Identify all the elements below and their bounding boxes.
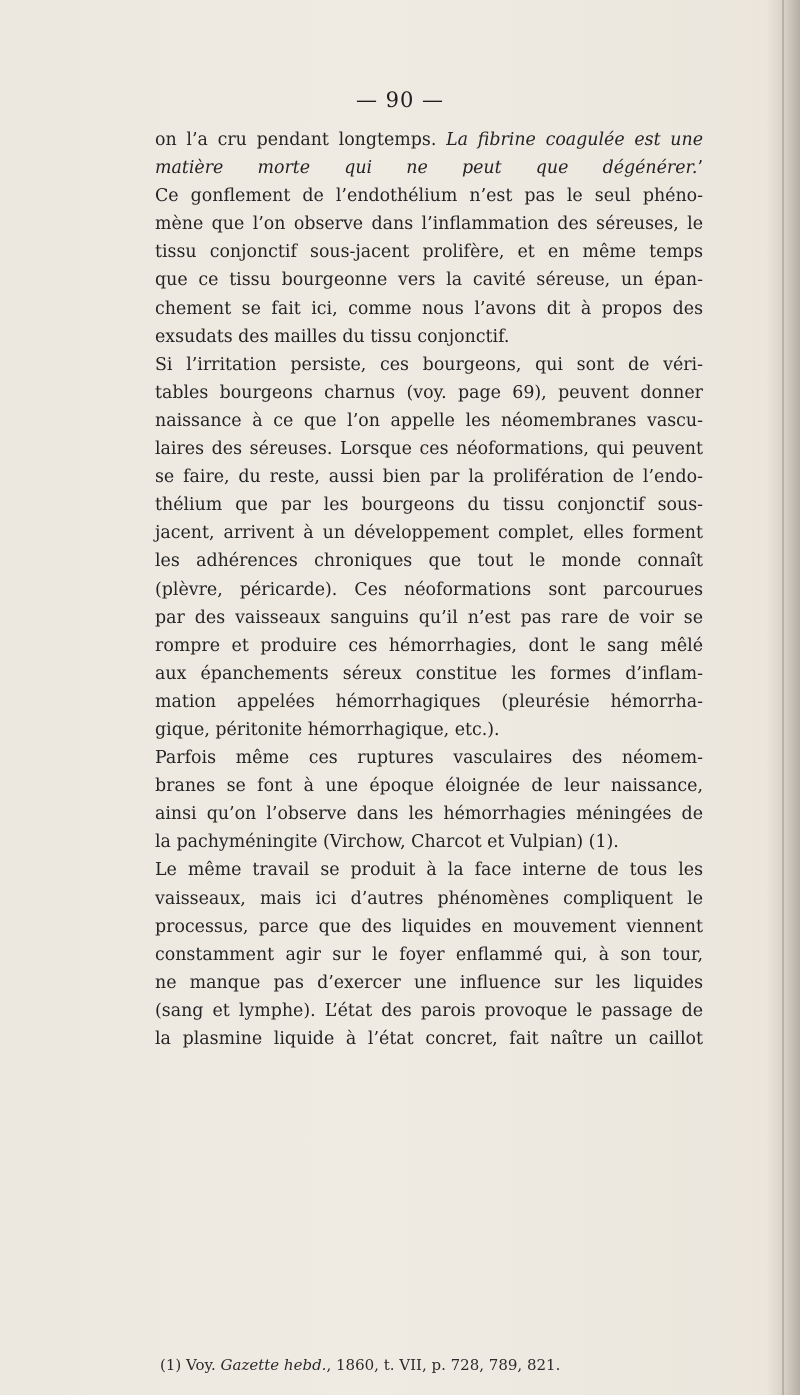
text-line: [155, 856, 703, 884]
text-run: aux épanchements séreux constitue les formes d’inflam-: [155, 663, 703, 684]
italic-run: La fibrine coagulée est une: [446, 130, 703, 150]
text-line: [155, 238, 703, 266]
text-run: naissance à ce que l’on appelle les néomembranes vascu-: [155, 410, 703, 431]
text-line: [155, 800, 703, 828]
text-line: [155, 772, 703, 800]
text-line: [155, 407, 703, 435]
text-run: (sang et lymphe). L’état des parois provoque le passage de: [155, 1000, 703, 1021]
text-line: [155, 716, 703, 744]
body-text: [155, 126, 703, 1053]
text-line: [155, 295, 703, 323]
footnote-reference: , 1860, t. VII, p. 728, 789, 821.: [326, 1356, 561, 1374]
text-line: [155, 463, 703, 491]
text-run: mène que l’on observe dans l’inflammation des séreuses, le: [155, 214, 703, 235]
text-run: la pachyméningite (Virchow, Charcot et Vulpian) (1).: [155, 832, 619, 853]
text-run: mation appelées hémorrhagiques (pleurésie hémorrha-: [155, 691, 703, 712]
text-run: branes se font à une époque éloignée de leur naissance,: [155, 776, 703, 797]
text-run: constamment agir sur le foyer enflammé qui, à son tour,: [155, 944, 703, 965]
text-line: [155, 379, 703, 407]
text-line: [155, 266, 703, 294]
text-run: que ce tissu bourgeonne vers la cavité séreuse, un épan-: [155, 270, 703, 291]
text-line: [155, 913, 703, 941]
page-number: — 90 —: [355, 88, 445, 112]
text-line: [155, 828, 703, 856]
text-line: [155, 744, 703, 772]
text-run: Parfois même ces ruptures vasculaires des néomem-: [155, 748, 703, 769]
text-line: [155, 547, 703, 575]
text-run: ’: [697, 158, 703, 179]
text-line: [155, 997, 703, 1025]
text-run: laires des séreuses. Lorsque ces néoformations, qui peuvent: [155, 439, 703, 460]
footnote-journal: Gazette hebd.: [220, 1356, 327, 1374]
text-line: [155, 491, 703, 519]
text-line: [155, 604, 703, 632]
text-run: vaisseaux, mais ici d’autres phénomènes compliquent le: [155, 888, 703, 909]
text-line: [155, 660, 703, 688]
text-run: processus, parce que des liquides en mouvement viennent: [155, 916, 703, 937]
text-line: [155, 941, 703, 969]
text-line: [155, 969, 703, 997]
text-line: [155, 688, 703, 716]
text-run: ainsi qu’on l’observe dans les hémorrhagies méningées de: [155, 804, 703, 825]
text-line: [155, 351, 703, 379]
text-line: [155, 632, 703, 660]
text-line: [155, 1025, 703, 1053]
text-run: thélium que par les bourgeons du tissu conjonctif sous-: [155, 495, 703, 516]
text-run: (plèvre, péricarde). Ces néoformations sont parcourues: [155, 579, 703, 600]
text-run: Le même travail se produit à la face interne de tous les: [155, 860, 703, 881]
text-line: [155, 182, 703, 210]
footnote: [160, 1356, 740, 1374]
text-run: Ce gonflement de l’endothélium n’est pas le seul phéno-: [155, 186, 703, 207]
text-run: tissu conjonctif sous-jacent prolifère, et en même temps: [155, 242, 703, 263]
text-line: [155, 210, 703, 238]
footnote-prefix: (1) Voy.: [160, 1356, 221, 1374]
text-run: jacent, arrivent à un développement complet, elles forment: [155, 523, 703, 544]
text-run: ne manque pas d’exercer une influence sur les liquides: [155, 972, 703, 993]
text-line: [155, 519, 703, 547]
text-run: gique, péritonite hémorrhagique, etc.).: [155, 719, 500, 740]
text-line: [155, 885, 703, 913]
text-run: par des vaisseaux sanguins qu’il n’est pas rare de voir se: [155, 607, 703, 628]
text-run: les adhérences chroniques que tout le monde connaît: [155, 551, 703, 572]
text-run: exsudats des mailles du tissu conjonctif.: [155, 326, 510, 347]
text-run: on l’a cru pendant longtemps.: [155, 130, 447, 150]
text-line: [155, 126, 703, 154]
text-run: se faire, du reste, aussi bien par la prolifération de l’endo-: [155, 467, 703, 488]
page-edge-line: [782, 0, 784, 1395]
text-run: chement se fait ici, comme nous l’avons dit à propos des: [155, 298, 703, 319]
text-line: [155, 154, 703, 182]
text-run: Si l’irritation persiste, ces bourgeons, qui sont de véri-: [155, 354, 703, 375]
italic-run: matière morte qui ne peut que dégénérer.: [155, 158, 698, 179]
text-run: rompre et produire ces hémorrhagies, dont le sang mêlé: [155, 635, 703, 656]
text-run: la plasmine liquide à l’état concret, fait naître un caillot: [155, 1029, 703, 1049]
text-line: [155, 435, 703, 463]
text-run: tables bourgeons charnus (voy. page 69), peuvent donner: [155, 382, 703, 403]
text-line: [155, 323, 703, 351]
text-line: [155, 576, 703, 604]
